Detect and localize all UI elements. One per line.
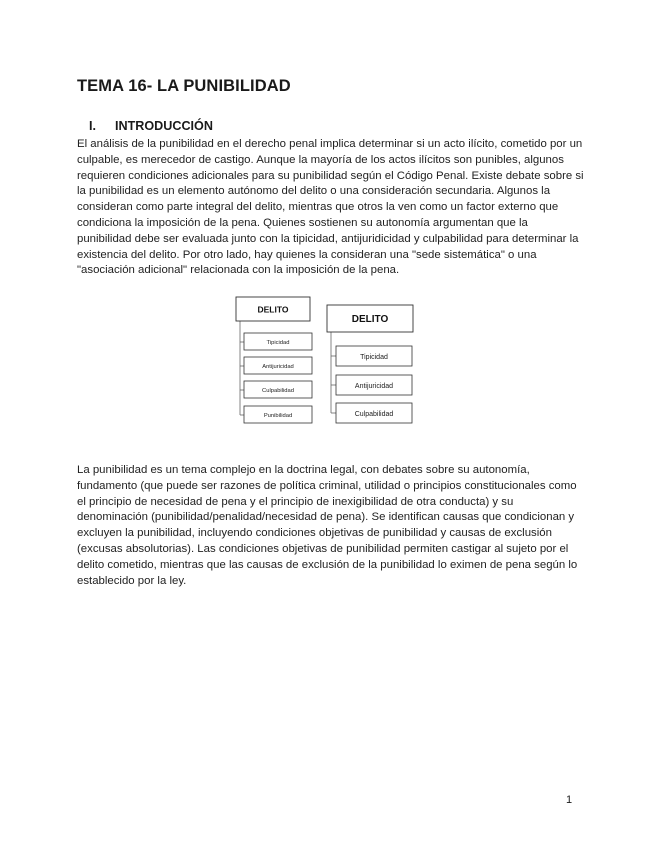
page-title: TEMA 16- LA PUNIBILIDAD [77, 77, 291, 95]
section-heading [89, 119, 213, 133]
page-number: 1 [566, 794, 573, 806]
left-item-antijuricidad: Antijuricidad [262, 364, 294, 370]
section-number: I. [89, 119, 96, 133]
left-item-tipicidad: Tipicidad [266, 340, 290, 346]
right-root-label: DELITO [351, 314, 389, 325]
right-item-antijuricidad: Antijuricidad [354, 383, 394, 390]
right-tree-connectors [331, 332, 336, 413]
paragraph-intro: El análisis de la punibilidad en el derecho penal implica determinar si un acto ilícito, cometido por un culpable, es merecedor de castigo. Aunque la mayoría de los actos ilícitos son punibles, algunos requieren condiciones adicionales para su punibilidad según el Código Penal. Existe debate sobre si la punibilidad es un elemento autónomo del delito o una consideración secundaria. Algunos la consideran como parte integral del delito, mientras que otros la ven como un factor externo que condiciona la imposición de la pena. Quienes sostienen su autonomía argumentan que la punibilidad debe ser evaluada junto con la tipicidad, antijuridicidad y culpabilidad para determinar la existencia del delito. Por otro lado, hay quienes la consideran una "sede sistemática" o una "asociación adicional" relacionada con la imposición de la pena. [77, 138, 584, 277]
left-root-label: DELITO [257, 304, 289, 315]
left-item-culpabilidad: Culpabilidad [262, 388, 294, 394]
paragraph-complexity: La punibilidad es un tema complejo en la doctrina legal, con debates sobre su autonomía, fundamento (que puede ser razones de política criminal, utilidad o principios constitucionales como el principio de necesidad de pena y el principio de inexigibilidad de otra conducta) y su denominación (punibilidad/penalidad/necesidad de pena). Se identifican causas que condicionan y excluyen la punibilidad, incluyendo condiciones objetivas de punibilidad y causas de exclusión (excusas absolutorias). Las condiciones objetivas de punibilidad permiten castigar al sujeto por el delito cometido, mientras que las causas de exclusión de la punibilidad lo eximen de pena según lo establecido por la ley. [77, 464, 578, 587]
left-tree-connectors [240, 321, 244, 415]
right-item-tipicidad: Tipicidad [360, 354, 388, 361]
right-item-culpabilidad: Culpabilidad [354, 411, 394, 418]
section-title: INTRODUCCIÓN [115, 119, 213, 133]
left-item-punibilidad: Punibilidad [263, 413, 293, 419]
delito-structure-diagram [234, 295, 419, 430]
